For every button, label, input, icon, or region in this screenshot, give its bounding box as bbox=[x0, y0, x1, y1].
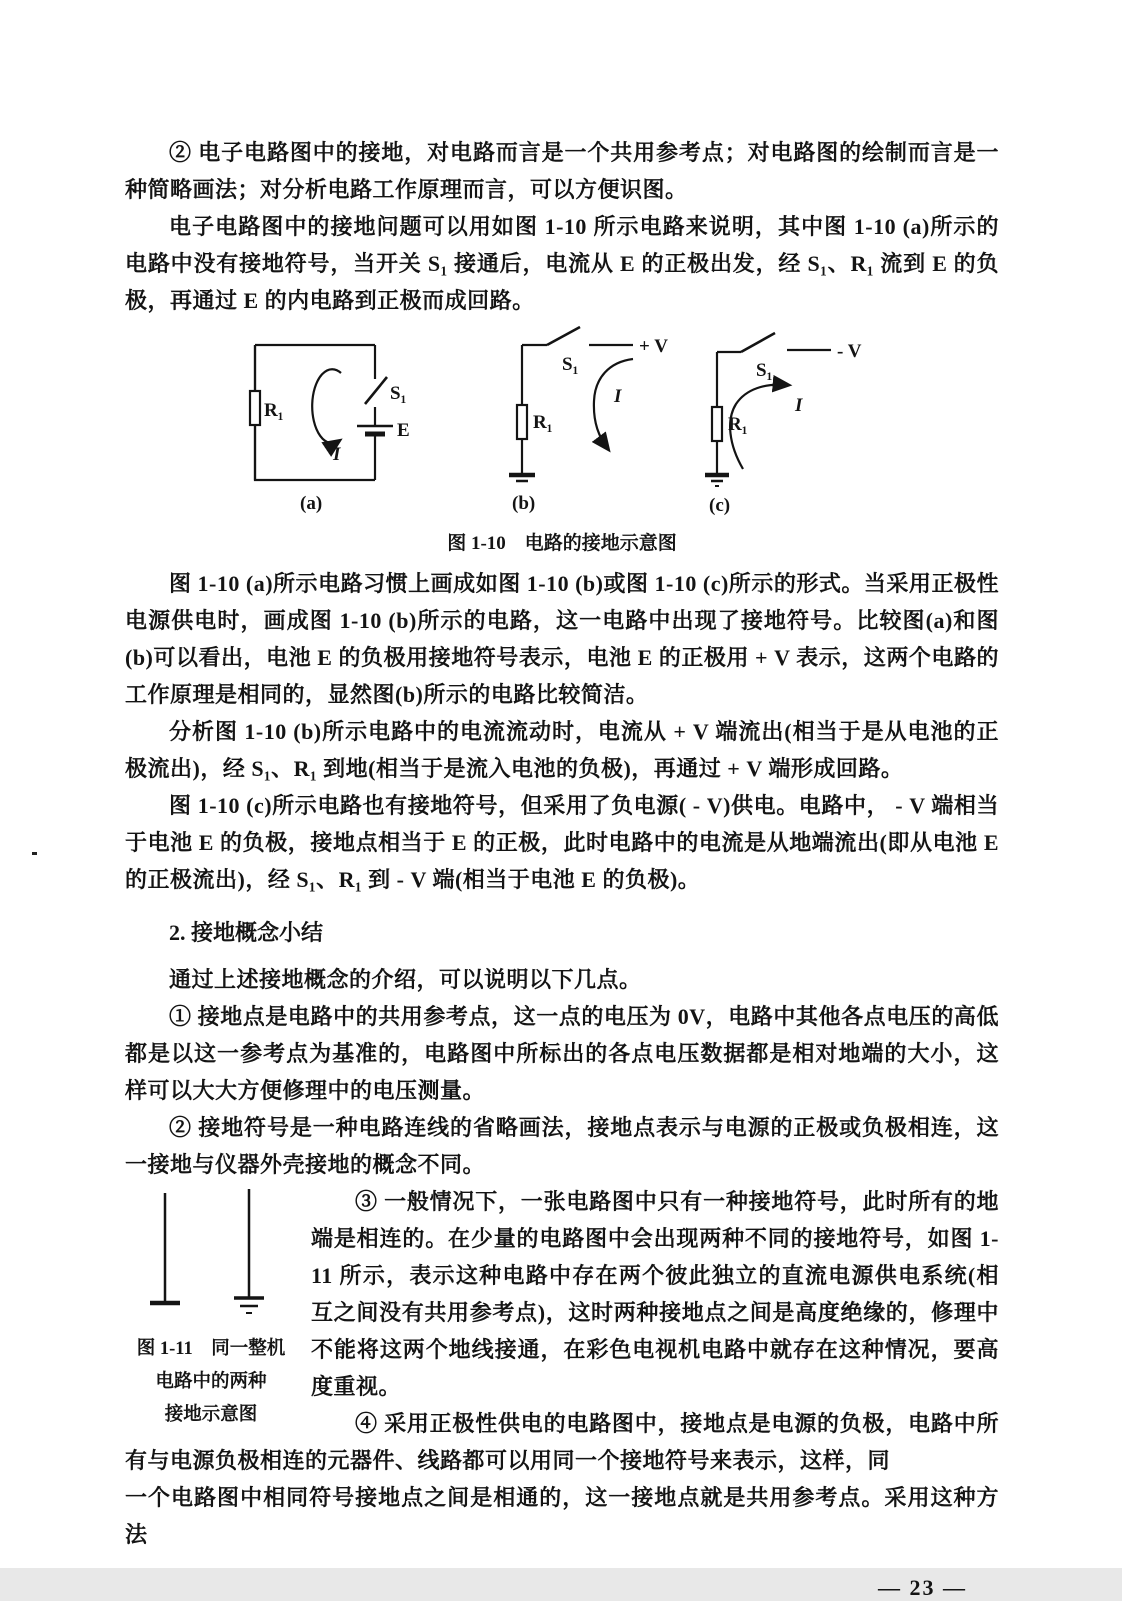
paragraph-current-flow-b: 分析图 1-10 (b)所示电路中的电流流动时，电流从 + V 端流出(相当于是从电池的正极流出)，经 S₁、R₁ 到地(相当于是流入电池的负极)，再通过 + V 端形成回路。 bbox=[125, 719, 999, 781]
label-r1-c: R₁ bbox=[728, 414, 748, 435]
switch-s1-icon-c bbox=[741, 333, 775, 352]
figure-1-11 bbox=[125, 1187, 297, 1441]
resistor-r1-icon-b bbox=[517, 405, 527, 439]
figure-1-11-caption-line2: 电路中的两种 bbox=[155, 1372, 267, 1392]
figure-1-11-caption-line3: 接地示意图 bbox=[164, 1405, 258, 1425]
sublabel-b: (b) bbox=[512, 493, 536, 514]
two-ground-symbols bbox=[125, 1187, 297, 1327]
circuit-diagrams bbox=[237, 323, 897, 525]
paragraph-summary-intro: 通过上述接地概念的介绍，可以说明以下几点。 bbox=[169, 967, 642, 992]
paragraph-figure-intro: 电子电路图中的接地问题可以用如图 1-10 所示电路来说明，其中图 1-10 (a)所示的电路中没有接地符号，当开关 S₁ 接通后，电流从 E 的正极出发，经 S₁、R₁ 流到 E 的负极，再通过 E 的内电路到正极而成回路。 bbox=[125, 214, 999, 313]
circuit-c bbox=[705, 333, 831, 486]
paragraph-point-3: ③ 一般情况下，一张电路图中只有一种接地符号，此时所有的地端是相连的。在少量的电路图中会出现两种不同的接地符号，如图 1-11 所示，表示这种电路中存在两个彼此独立的直流电源供电系统(相互之间没有共用参考点)，这时两种接地点之间是高度绝缘的，修理中不能将这两个地线接通，在彩色电视机电路中就存在这种情况，要高度重视。 bbox=[311, 1189, 999, 1399]
switch-s1-icon bbox=[365, 377, 387, 404]
scan-speck bbox=[32, 852, 37, 855]
paragraph-point-4-continued: 一个电路图中相同符号接地点之间是相通的，这一接地点就是共用参考点。采用这种方法 bbox=[125, 1485, 999, 1547]
label-current-b: I bbox=[614, 386, 622, 407]
label-r1-b: R₁ bbox=[533, 412, 553, 433]
resistor-r1-icon-c bbox=[712, 407, 722, 441]
current-loop-arrow bbox=[312, 369, 341, 443]
figure-1-10-caption: 图 1-10 电路的接地示意图 bbox=[447, 533, 677, 554]
figure-1-10 bbox=[125, 323, 999, 557]
sublabel-a: (a) bbox=[300, 493, 323, 514]
paragraph-point-4: ④ 采用正极性供电的电路图中，接地点是电源的负极，电路中所有与电源负极相连的元器件、线路都可以用同一个接地符号来表示，这样，同 bbox=[125, 1411, 999, 1473]
label-s1-b: S₁ bbox=[562, 354, 579, 375]
section-heading-grounding-summary: 2. 接地概念小结 bbox=[169, 920, 324, 945]
switch-s1-icon-b bbox=[547, 327, 580, 345]
paragraph-current-flow-c: 图 1-10 (c)所示电路也有接地符号，但采用了负电源( - V)供电。电路中， - V 端相当于电池 E 的负极，接地点相当于 E 的正极，此时电路中的电流是从地端流出(即从电池 E 的正极流出)，经 S₁、R₁ 到 - V 端(相当于电池 E 的负极)。 bbox=[125, 793, 999, 892]
label-plus-v: + V bbox=[639, 336, 668, 357]
paragraph-grounding-definition: ② 电子电路图中的接地，对电路而言是一个共用参考点；对电路图的绘制而言是一种简略画法；对分析电路工作原理而言，可以方便识图。 bbox=[125, 140, 999, 202]
paragraph-point-1: ① 接地点是电路中的共用参考点，这一点的电压为 0V，电路中其他各点电压的高低都是以这一参考点为基准的，电路图中所标出的各点电压数据都是相对地端的大小，这样可以大大方便修理中的电压测量。 bbox=[125, 1004, 999, 1103]
figure-text-wrap-section bbox=[125, 1183, 999, 1479]
label-r1-a: R₁ bbox=[264, 400, 284, 421]
label-current-c: I bbox=[795, 395, 803, 416]
figure-1-11-caption-line1: 图 1-11 同一整机 bbox=[136, 1339, 286, 1359]
figure-1-11-caption bbox=[125, 1333, 297, 1432]
label-s1-c: S₁ bbox=[756, 360, 773, 381]
resistor-r1-icon bbox=[250, 391, 260, 425]
paragraph-point-2: ② 接地符号是一种电路连线的省略画法，接地点表示与电源的正极或负极相连，这一接地与仪器外壳接地的概念不同。 bbox=[125, 1115, 999, 1177]
label-s1-a: S₁ bbox=[390, 383, 407, 404]
sublabel-c: (c) bbox=[709, 495, 731, 516]
page-content bbox=[125, 134, 999, 1601]
label-minus-v: - V bbox=[837, 341, 862, 362]
page-number: — 23 — bbox=[878, 1575, 967, 1600]
label-current-a: I bbox=[333, 444, 341, 465]
label-e: E bbox=[397, 420, 410, 441]
paragraph-circuit-forms: 图 1-10 (a)所示电路习惯上画成如图 1-10 (b)或图 1-10 (c)所示的形式。当采用正极性电源供电时，画成图 1-10 (b)所示的电路，这一电路中出现了接地符号。比较图(a)和图(b)可以看出，电池 E 的负极用接地符号表示，电池 E 的正极用 + V 表示，这两个电路的工作原理是相同的，显然图(b)所示的电路比较简洁。 bbox=[125, 571, 999, 707]
